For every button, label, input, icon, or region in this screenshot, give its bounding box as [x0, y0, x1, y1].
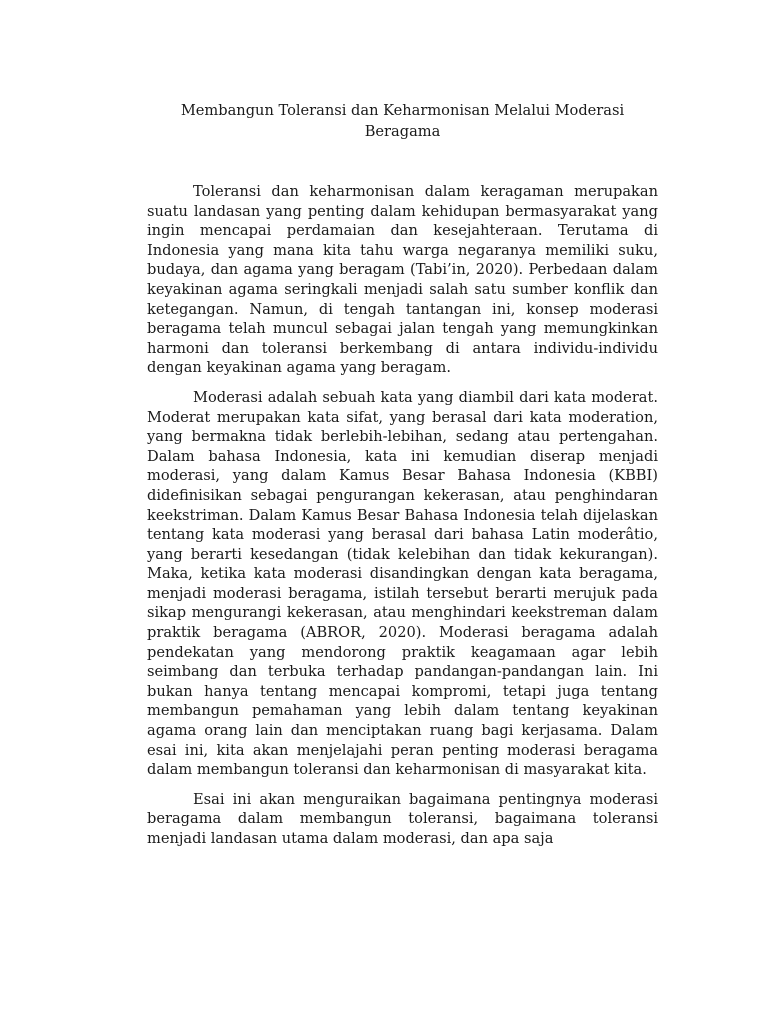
paragraph-2: Moderasi adalah sebuah kata yang diambil dari kata moderat. Moderat merupakan kata sifat, yang berasal dari kata moderation, yang bermakna tidak berlebih-lebihan, sedang atau pertengahan. Dalam bahasa Indonesia, kata ini kemudian diserap menjadi moderasi, yang dalam Kamus Besar Bahasa Indonesia (KBBI) didefinisikan sebagai pengurangan kekerasan, atau penghindaran keekstriman. Dalam Kamus Besar Bahasa Indonesia telah dijelaskan tentang kata moderasi yang berasal dari bahasa Latin moderâtio, yang berarti kesedangan (tidak kelebihan dan tidak kekurangan). Maka, ketika kata moderasi disandingkan dengan kata beragama, menjadi moderasi beragama, istilah tersebut berarti merujuk pada sikap mengurangi kekerasan, atau menghindari keekstreman dalam praktik beragama (ABROR, 2020). Moderasi beragama adalah pendekatan yang mendorong praktik keagamaan agar lebih seimbang dan terbuka terhadap pandangan-pandangan lain. Ini bukan hanya tentang mencapai kompromi, tetapi juga tentang membangun pemahaman yang lebih dalam tentang keyakinan agama orang lain dan menciptakan ruang bagi kerjasama. Dalam esai ini, kita akan menjelajahi peran penting moderasi beragama dalam membangun toleransi dan keharmonisan di masyarakat kita. [147, 388, 658, 779]
document-page [147, 100, 658, 859]
document-title: Membangun Toleransi dan Keharmonisan Melalui Moderasi Beragama [180, 102, 625, 140]
document-body [147, 182, 658, 849]
paragraph-3: Esai ini akan menguraikan bagaimana pentingnya moderasi beragama dalam membangun toleransi, bagaimana toleransi menjadi landasan utama dalam moderasi, dan apa saja [147, 790, 658, 847]
paragraph-1: Toleransi dan keharmonisan dalam keragaman merupakan suatu landasan yang penting dalam kehidupan bermasyarakat yang ingin mencapai perdamaian dan kesejahteraan. Terutama di Indonesia yang mana kita tahu warga negaranya memiliki suku, budaya, dan agama yang beragam (Tabi’in, 2020). Perbedaan dalam keyakinan agama seringkali menjadi salah satu sumber konflik dan ketegangan. Namun, di tengah tantangan ini, konsep moderasi beragama telah muncul sebagai jalan tengah yang memungkinkan harmoni dan toleransi berkembang di antara individu-individu dengan keyakinan agama yang beragam. [147, 183, 658, 377]
